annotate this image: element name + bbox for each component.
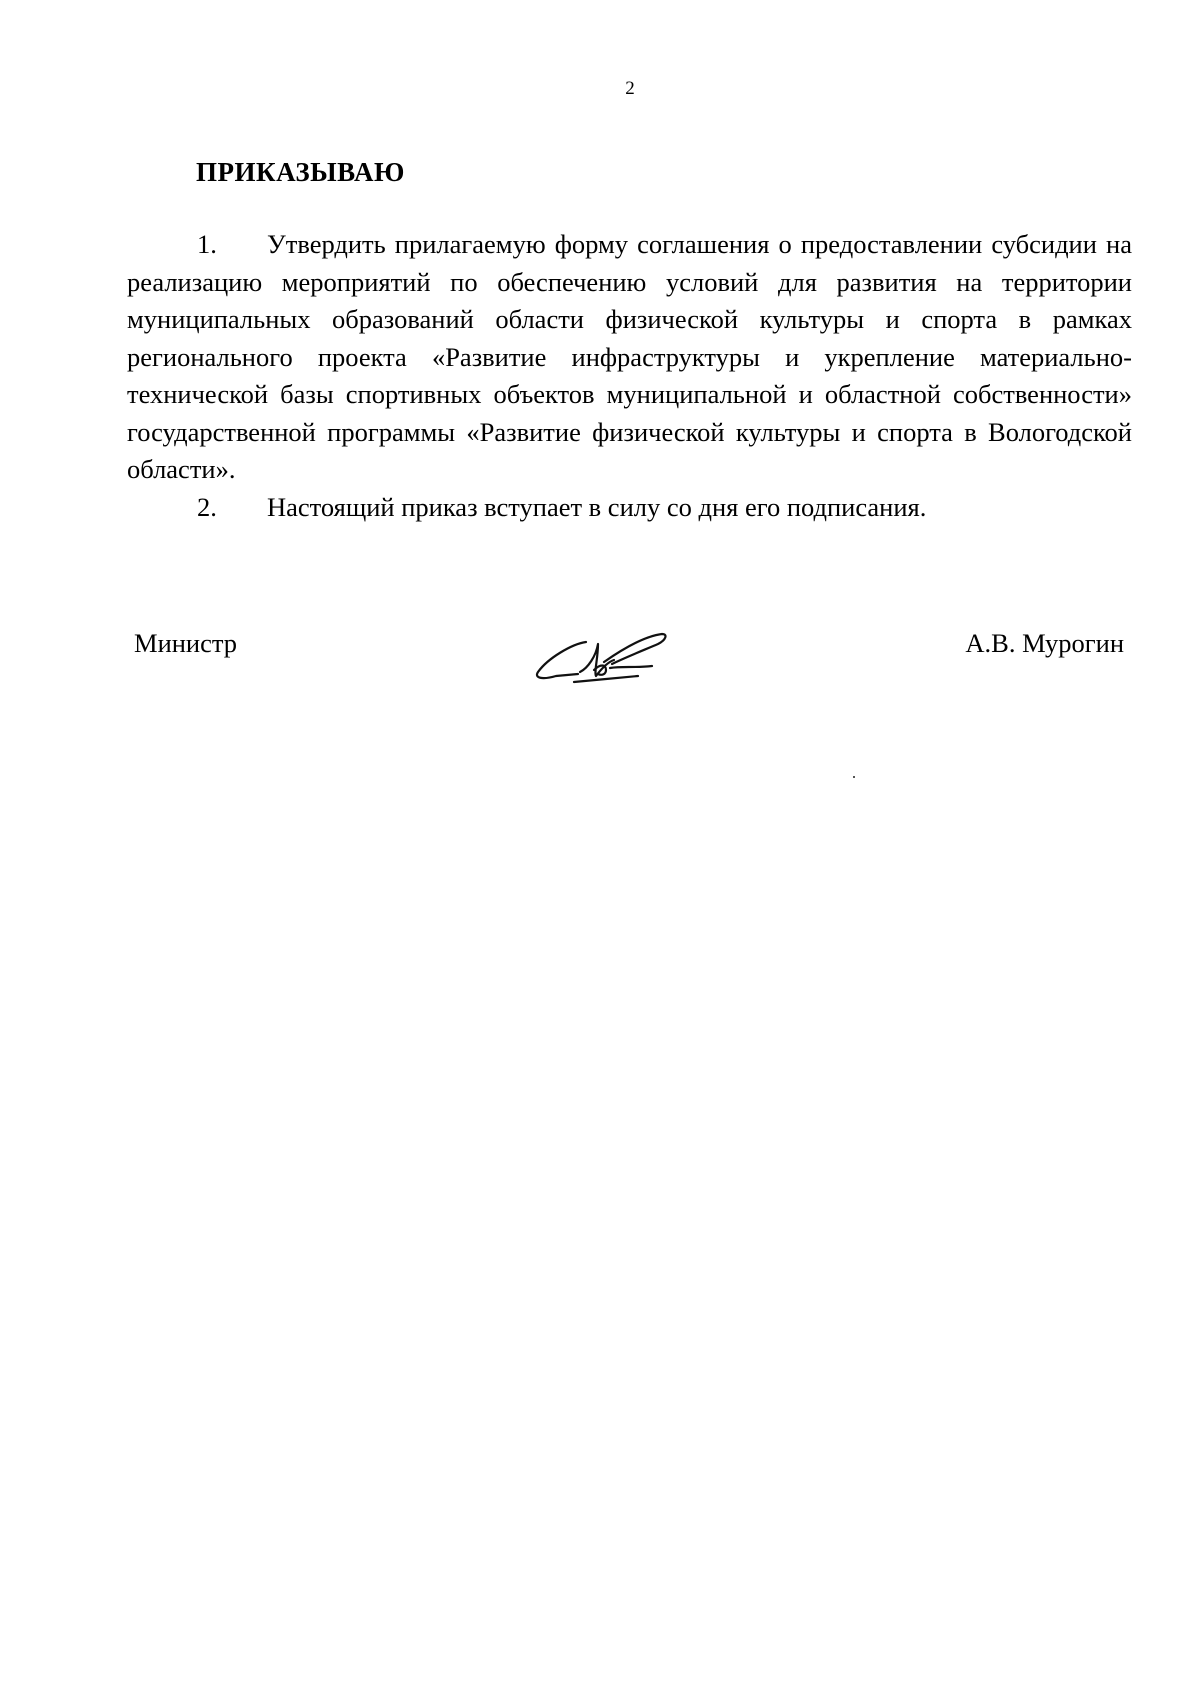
signature-block <box>134 628 1124 708</box>
order-item-number: 1. <box>197 229 217 259</box>
order-item-2 <box>127 489 1132 527</box>
signer-position: Министр <box>134 628 238 658</box>
order-body <box>127 226 1132 526</box>
order-item-text: Утвердить прилагаемую форму соглашения о предоставлении субсидии на реализацию мероприятий по обеспечению условий для развития на территории муниципальных образований области физической культуры и спорта в рамках регионального проекта «Развитие инфраструктуры и укрепление материально-технической базы спортивных объектов муниципальной и областной собственности» государственной программы «Развитие физической культуры и спорта в Вологодской области». <box>127 229 1132 484</box>
order-item-1 <box>127 226 1132 489</box>
handwritten-signature <box>534 628 684 694</box>
order-item-text: Настоящий приказ вступает в силу со дня его подписания. <box>267 491 927 522</box>
order-heading: ПРИКАЗЫВАЮ <box>196 157 405 187</box>
scan-artifact <box>853 776 855 778</box>
order-item-number: 2. <box>197 491 217 522</box>
page-number: 2 <box>625 78 635 99</box>
signer-name: А.В. Мурогин <box>965 628 1124 658</box>
